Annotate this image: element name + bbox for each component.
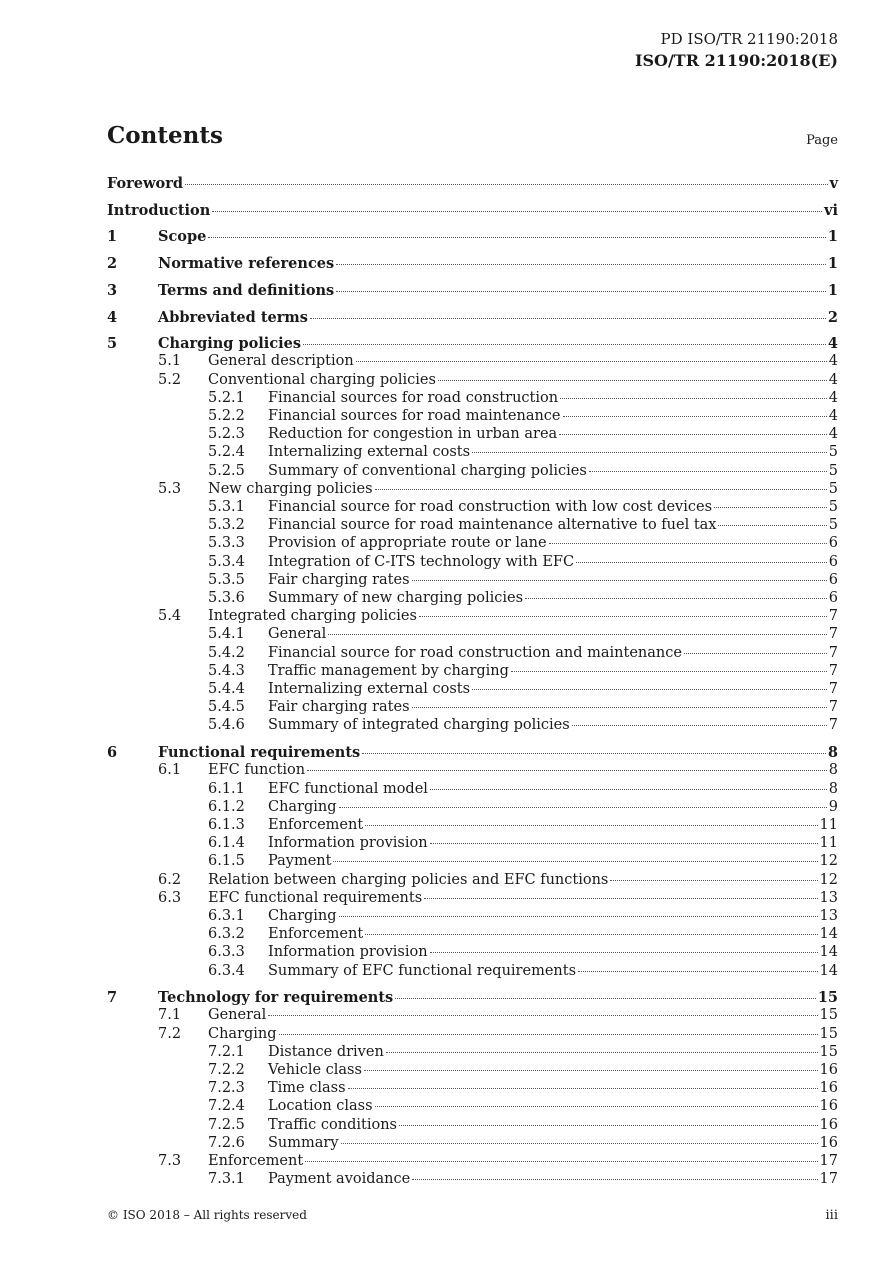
toc-entry-label: EFC functional model: [268, 780, 428, 797]
toc-entry-number: 6.3.2: [208, 926, 245, 943]
toc-entry-number: 6.3.3: [208, 944, 245, 961]
toc-entry[interactable]: [107, 499, 838, 515]
toc-dot-leader: [375, 489, 827, 490]
toc-dot-leader: [430, 952, 818, 953]
toc-entry-page: 1: [827, 228, 838, 246]
toc-entry-label: Integrated charging policies: [208, 608, 417, 625]
toc-entry[interactable]: [107, 535, 838, 551]
toc-entry[interactable]: [107, 817, 838, 833]
toc-entry-page: 11: [819, 835, 838, 852]
toc-entry-page: 7: [828, 717, 838, 734]
toc-entry[interactable]: [107, 1153, 838, 1169]
toc-entry-page: 14: [819, 944, 838, 961]
toc-entry-label: Summary of conventional charging policies: [268, 462, 587, 479]
toc-dot-leader: [386, 1052, 818, 1053]
toc-dot-leader: [576, 562, 827, 563]
toc-entry[interactable]: [107, 372, 838, 388]
toc-entry[interactable]: [107, 1026, 838, 1042]
toc-entry-label: Charging: [268, 907, 337, 924]
toc-entry-label: Distance driven: [268, 1043, 384, 1060]
toc-entry-label: Terms and definitions: [158, 281, 335, 299]
toc-entry-page: 5: [828, 462, 838, 479]
toc-entry-page: 8: [827, 744, 838, 762]
toc-entry-page: 7: [828, 699, 838, 716]
page-footer: [107, 1208, 838, 1223]
toc-entry-number: 7.2.2: [208, 1062, 245, 1078]
toc-entry-number: 6.2: [158, 871, 182, 888]
toc-entry-page: 4: [828, 389, 838, 406]
contents-title: Contents: [107, 122, 223, 149]
toc-entry[interactable]: [107, 390, 838, 406]
toc-dot-leader: [412, 1179, 817, 1180]
toc-entry[interactable]: [107, 335, 838, 352]
toc-entry-page: 16: [819, 1134, 838, 1151]
toc-entry-number: 5.4.3: [208, 662, 245, 679]
toc-entry-number: 5.1: [158, 353, 182, 370]
toc-entry-label: Charging: [208, 1025, 277, 1042]
toc-entry-page: 14: [819, 926, 838, 943]
toc-entry-label: Foreword: [107, 175, 183, 192]
toc-entry-label: Summary of EFC functional requirements: [268, 962, 577, 979]
toc-entry-page: 15: [819, 1007, 838, 1024]
toc-dot-leader: [560, 398, 827, 399]
page-number: iii: [825, 1208, 838, 1223]
toc-entry[interactable]: [107, 202, 838, 219]
toc-entry-page: 6: [828, 571, 838, 588]
toc-entry[interactable]: [107, 681, 838, 697]
toc-entry-page: 12: [819, 871, 838, 888]
toc-entry-page: 16: [819, 1098, 838, 1115]
toc-entry[interactable]: [107, 481, 838, 497]
toc-entry-number: 5.3.4: [208, 553, 245, 570]
toc-dot-leader: [438, 380, 827, 381]
toc-entry-page: 15: [819, 1043, 838, 1060]
toc-entry-number: 7: [107, 989, 118, 1007]
toc-dot-leader: [578, 971, 818, 972]
toc-entry[interactable]: [107, 590, 838, 606]
toc-dot-leader: [333, 861, 817, 862]
toc-entry-number: 6.3.4: [208, 962, 245, 979]
toc-entry[interactable]: [107, 799, 838, 815]
toc-entry-label: EFC functional requirements: [208, 889, 423, 906]
toc-entry[interactable]: [107, 872, 838, 888]
toc-entry[interactable]: [107, 835, 838, 851]
toc-entry[interactable]: [107, 426, 838, 442]
toc-entry-page: vi: [824, 201, 838, 219]
toc-entry-label: Fair charging rates: [268, 571, 410, 588]
toc-entry-number: 6.1.1: [208, 780, 245, 797]
toc-entry-label: Information provision: [268, 835, 428, 852]
toc-entry[interactable]: [107, 1044, 838, 1060]
toc-entry-page: 7: [828, 626, 838, 643]
toc-entry-page: 13: [819, 889, 838, 906]
toc-dot-leader: [208, 237, 826, 238]
toc-entry-label: Relation between charging policies and EFC functions: [208, 871, 609, 888]
toc-entry-page: 8: [828, 780, 838, 797]
toc-entry-label: Location class: [268, 1098, 373, 1115]
toc-entry-label: Summary of integrated charging policies: [268, 717, 570, 734]
toc-dot-leader: [339, 807, 827, 808]
toc-dot-leader: [589, 471, 827, 472]
toc-entry-page: 4: [828, 408, 838, 424]
toc-dot-leader: [563, 416, 827, 417]
toc-entry-number: 5.4.2: [208, 644, 245, 661]
toc-entry-page: 7: [828, 681, 838, 697]
toc-dot-leader: [212, 211, 822, 212]
toc-entry[interactable]: [107, 408, 838, 424]
toc-entry-label: New charging policies: [208, 480, 373, 497]
toc-dot-leader: [365, 934, 817, 935]
toc-entry-label: Functional requirements: [158, 744, 361, 762]
toc-entry[interactable]: [107, 853, 838, 869]
toc-entry-number: 5.3: [158, 480, 182, 497]
toc-entry[interactable]: [107, 517, 838, 533]
toc-entry-number: 7.2: [158, 1025, 182, 1042]
header-line-2: ISO/TR 21190:2018(E): [634, 51, 838, 70]
toc-entry-label: Time class: [268, 1080, 346, 1097]
toc-entry[interactable]: [107, 282, 838, 299]
toc-entry-label: Charging: [268, 798, 337, 815]
toc-entry-page: 6: [828, 590, 838, 606]
toc-entry-label: Payment: [268, 853, 332, 870]
toc-entry-number: 7.3.1: [208, 1171, 245, 1188]
toc-entry-page: 16: [819, 1062, 838, 1078]
toc-entry-page: 17: [819, 1153, 838, 1169]
toc-dot-leader: [559, 434, 827, 435]
toc-dot-leader: [549, 543, 827, 544]
toc-entry-number: 1: [107, 228, 118, 246]
toc-entry-label: Charging policies: [158, 335, 302, 353]
toc-entry[interactable]: [107, 228, 838, 245]
toc-entry-number: 5.2.4: [208, 444, 245, 461]
toc-dot-leader: [684, 653, 827, 654]
toc-dot-leader: [364, 1070, 818, 1071]
toc-entry[interactable]: [107, 626, 838, 642]
toc-entry-page: 5: [828, 480, 838, 497]
toc-entry-page: 4: [828, 426, 838, 443]
toc-entry[interactable]: [107, 309, 838, 326]
toc-entry-number: 6.1.5: [208, 853, 245, 870]
toc-entry-number: 5.2.3: [208, 426, 245, 443]
toc-entry-number: 5.3.5: [208, 571, 245, 588]
toc-entry-number: 4: [107, 308, 118, 326]
toc-entry-number: 5.4.1: [208, 626, 245, 643]
toc-entry[interactable]: [107, 744, 838, 761]
toc-entry[interactable]: [107, 353, 838, 369]
toc-dot-leader: [310, 318, 826, 319]
toc-entry-page: 7: [828, 608, 838, 625]
toc-entry-label: Financial sources for road construction: [268, 389, 559, 406]
toc-dot-leader: [336, 291, 826, 292]
toc-dot-leader: [424, 898, 817, 899]
document-header: [635, 28, 838, 72]
toc-entry-label: Enforcement: [268, 926, 364, 943]
toc-entry[interactable]: [107, 890, 838, 906]
toc-entry[interactable]: [107, 463, 838, 479]
toc-dot-leader: [305, 1161, 817, 1162]
toc-entry[interactable]: [107, 781, 838, 797]
toc-dot-leader: [399, 1125, 818, 1126]
toc-entry-number: 6.3.1: [208, 907, 245, 924]
toc-entry[interactable]: [107, 1080, 838, 1096]
toc-entry-page: 5: [828, 499, 838, 515]
toc-entry[interactable]: [107, 1171, 838, 1187]
toc-entry-page: 16: [819, 1116, 838, 1133]
toc-entry-page: v: [829, 175, 838, 192]
toc-entry-label: EFC function: [208, 762, 306, 779]
toc-entry-number: 5: [107, 335, 118, 353]
toc-entry-label: Enforcement: [208, 1153, 304, 1169]
toc-entry-page: 1: [827, 255, 838, 273]
toc-entry[interactable]: [107, 444, 838, 460]
toc-entry-label: Traffic conditions: [268, 1116, 397, 1133]
toc-dot-leader: [307, 770, 827, 771]
toc-dot-leader: [430, 843, 818, 844]
header-line-1: PD ISO/TR 21190:2018: [660, 30, 838, 48]
page-column-label: Page: [806, 133, 838, 148]
toc-entry-number: 5.4.4: [208, 681, 245, 697]
toc-entry-label: Internalizing external costs: [268, 444, 471, 461]
toc-entry-label: Financial source for road construction with low cost devices: [268, 499, 713, 515]
toc-dot-leader: [419, 616, 827, 617]
toc-entry-page: 11: [819, 816, 838, 833]
toc-entry-page: 7: [828, 662, 838, 679]
toc-entry-label: Summary of new charging policies: [268, 590, 524, 606]
toc-entry[interactable]: [107, 963, 838, 979]
toc-entry-page: 7: [828, 644, 838, 661]
toc-dot-leader: [412, 707, 827, 708]
toc-dot-leader: [395, 998, 816, 999]
toc-entry-number: 7.2.3: [208, 1080, 245, 1097]
toc-entry[interactable]: [107, 645, 838, 661]
toc-entry-number: 2: [107, 255, 118, 273]
toc-entry-page: 5: [828, 517, 838, 534]
toc-entry[interactable]: [107, 926, 838, 942]
toc-entry-page: 14: [819, 962, 838, 979]
toc-entry-number: 5.3.3: [208, 535, 245, 552]
toc-entry-page: 15: [817, 989, 838, 1007]
toc-entry-label: Financial source for road construction and maintenance: [268, 644, 682, 661]
toc-dot-leader: [714, 507, 827, 508]
toc-dot-leader: [328, 634, 826, 635]
toc-entry-number: 5.3.2: [208, 517, 245, 534]
toc-entry-page: 16: [819, 1080, 838, 1097]
toc-entry-label: Abbreviated terms: [158, 308, 308, 326]
toc-entry-label: General: [208, 1007, 267, 1024]
toc-entry-number: 6.1: [158, 762, 182, 779]
toc-entry-number: 6: [107, 744, 118, 762]
toc-entry-page: 12: [819, 853, 838, 870]
toc-entry[interactable]: [107, 944, 838, 960]
toc-entry-page: 4: [828, 371, 838, 388]
toc-entry-label: Fair charging rates: [268, 699, 410, 716]
toc-entry-label: Financial sources for road maintenance: [268, 408, 561, 424]
toc-entry-number: 7.2.4: [208, 1098, 245, 1115]
toc-dot-leader: [718, 525, 826, 526]
toc-dot-leader: [572, 725, 827, 726]
toc-entry-page: 4: [827, 335, 838, 353]
toc-dot-leader: [339, 916, 818, 917]
toc-dot-leader: [362, 753, 826, 754]
toc-entry-page: 5: [828, 444, 838, 461]
toc-entry-page: 4: [828, 353, 838, 370]
toc-entry-label: Information provision: [268, 944, 428, 961]
toc-entry-number: 5.3.6: [208, 590, 245, 606]
toc-entry-number: 6.1.2: [208, 798, 245, 815]
toc-entry[interactable]: [107, 572, 838, 588]
toc-entry[interactable]: [107, 1117, 838, 1133]
copyright-notice: © ISO 2018 – All rights reserved: [107, 1208, 307, 1222]
toc-entry-number: 7.1: [158, 1007, 182, 1024]
toc-dot-leader: [375, 1106, 818, 1107]
toc-entry-number: 6.1.3: [208, 816, 245, 833]
toc-entry-number: 5.2: [158, 371, 182, 388]
toc-dot-leader: [279, 1034, 818, 1035]
toc-entry-label: Introduction: [107, 201, 211, 219]
toc-dot-leader: [268, 1015, 817, 1016]
toc-entry-number: 7.2.5: [208, 1116, 245, 1133]
toc-entry[interactable]: [107, 1007, 838, 1023]
toc-entry-number: 3: [107, 281, 118, 299]
toc-dot-leader: [303, 344, 826, 345]
toc-entry-number: 6.1.4: [208, 835, 245, 852]
toc-dot-leader: [356, 361, 827, 362]
toc-dot-leader: [430, 789, 827, 790]
toc-entry-page: 1: [827, 281, 838, 299]
toc-dot-leader: [365, 825, 817, 826]
toc-entry[interactable]: [107, 1062, 838, 1078]
toc-entry-number: 5.4.5: [208, 699, 245, 716]
toc-entry-label: Enforcement: [268, 816, 364, 833]
toc-entry-label: Traffic management by charging: [268, 662, 509, 679]
toc-entry-number: 5.4.6: [208, 717, 245, 734]
toc-entry-label: Summary: [268, 1134, 339, 1151]
toc-entry[interactable]: [107, 908, 838, 924]
toc-entry-page: 15: [819, 1025, 838, 1042]
toc-dot-leader: [610, 880, 817, 881]
toc-entry-page: 2: [827, 308, 838, 326]
toc-entry-number: 5.4: [158, 608, 182, 625]
toc-entry-label: Technology for requirements: [158, 989, 394, 1007]
toc-entry-label: Provision of appropriate route or lane: [268, 535, 547, 552]
toc-entry[interactable]: [107, 989, 838, 1006]
toc-entry-page: 13: [819, 907, 838, 924]
toc-entry-number: 5.2.1: [208, 389, 245, 406]
toc-entry[interactable]: [107, 255, 838, 272]
toc-dot-leader: [472, 452, 827, 453]
toc-entry-label: Conventional charging policies: [208, 371, 436, 388]
toc-dot-leader: [525, 598, 827, 599]
toc-entry[interactable]: [107, 554, 838, 570]
toc-entry-label: Reduction for congestion in urban area: [268, 426, 558, 443]
toc-entry-label: Payment avoidance: [268, 1171, 411, 1188]
toc-entry[interactable]: [107, 608, 838, 624]
toc-entry-number: 7.2.6: [208, 1134, 245, 1151]
toc-entry[interactable]: [107, 663, 838, 679]
toc-entry-label: Integration of C-ITS technology with EFC: [268, 553, 575, 570]
toc-dot-leader: [412, 580, 827, 581]
toc-dot-leader: [472, 689, 827, 690]
toc-entry-number: 5.2.5: [208, 462, 245, 479]
toc-entry[interactable]: [107, 1135, 838, 1151]
toc-entry-page: 17: [819, 1171, 838, 1188]
toc-dot-leader: [336, 264, 826, 265]
toc-dot-leader: [341, 1143, 818, 1144]
toc-entry-page: 8: [828, 762, 838, 779]
toc-entry-number: 6.3: [158, 889, 182, 906]
toc-entry-label: Normative references: [158, 255, 335, 273]
toc-dot-leader: [348, 1088, 818, 1089]
toc-entry-page: 9: [828, 798, 838, 815]
toc-entry[interactable]: [107, 1098, 838, 1114]
toc-entry-number: 7.3: [158, 1153, 182, 1169]
toc-entry-page: 6: [828, 535, 838, 552]
toc-entry[interactable]: [107, 762, 838, 778]
toc-entry[interactable]: [107, 717, 838, 733]
toc-entry-label: Internalizing external costs: [268, 681, 471, 697]
toc-entry-label: General: [268, 626, 327, 643]
toc-entry-number: 5.2.2: [208, 408, 245, 424]
toc-entry-label: Scope: [158, 228, 207, 246]
toc-entry-number: 5.3.1: [208, 499, 245, 515]
toc-dot-leader: [185, 184, 828, 185]
toc-entry[interactable]: [107, 699, 838, 715]
toc-entry-label: Vehicle class: [268, 1062, 362, 1078]
toc-entry[interactable]: [107, 175, 838, 192]
toc-dot-leader: [511, 671, 827, 672]
toc-entry-label: General description: [208, 353, 354, 370]
toc-entry-label: Financial source for road maintenance alternative to fuel tax: [268, 517, 717, 534]
toc-entry-page: 6: [828, 553, 838, 570]
toc-entry-number: 7.2.1: [208, 1043, 245, 1060]
